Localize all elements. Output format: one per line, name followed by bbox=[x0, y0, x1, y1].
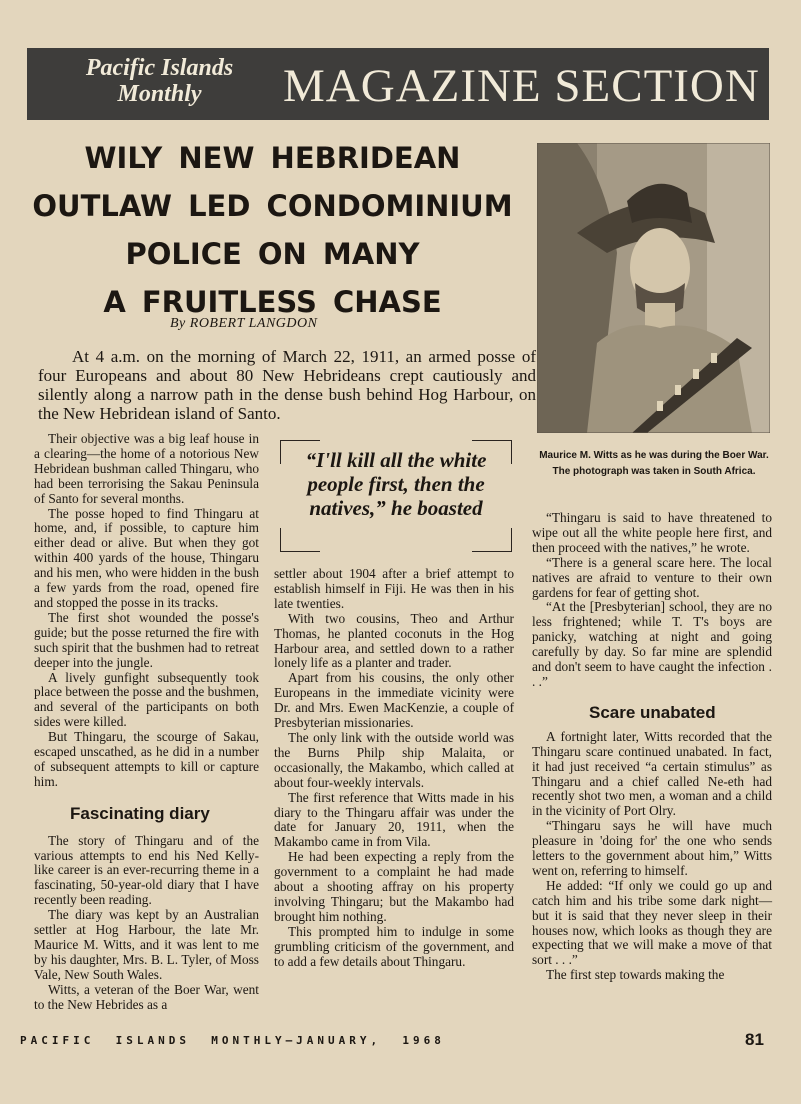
quote-rule-bottom-right bbox=[472, 551, 512, 552]
section-title: MAGAZINE SECTION bbox=[283, 60, 760, 112]
paragraph: “At the [Presbyterian] school, they are no less frightened; while T. T's boys are panicky, watching at night and going carefully by day. So far mine are splendid and don't seem to have caught the infection . . .” bbox=[532, 599, 772, 689]
paragraph: The only link with the outside world was the Burns Philp ship Malaita, or occasionally, the Makambo, which called at about four-weekly intervals. bbox=[274, 729, 514, 790]
running-footer: PACIFIC ISLANDS MONTHLY—JANUARY, 1968 bbox=[20, 1034, 445, 1047]
pull-quote-text: “I'll kill all the white people first, then the natives,” he boasted bbox=[305, 448, 487, 520]
paragraph: With two cousins, Theo and Arthur Thomas, he planted coconuts in the Hog Harbour area, and settled down to a rather lonely life as a planter and trader. bbox=[274, 610, 514, 671]
paragraph: Their objective was a big leaf house in a clearing—the home of a notorious New Hebridean bushman called Thingaru, who had been terrorising the Sakau Peninsula of Santo for several months. bbox=[34, 431, 259, 506]
quote-rule-bottom-left-v bbox=[280, 528, 281, 552]
headline-line1: WILY NEW HEBRIDEAN bbox=[84, 141, 461, 175]
paragraph: A lively gunfight subsequently took place between the posse and the bushmen, and several of the participants on both sides were killed. bbox=[34, 669, 259, 730]
paragraph: The first step towards making the bbox=[546, 967, 725, 983]
quote-rule-bottom-right-v bbox=[511, 528, 512, 552]
paragraph: The diary was kept by an Australian settler at Hog Harbour, the late Mr. Maurice M. Witts, and it was lent to me by his daughter, Mrs. B. L. Tyler, of Moss Vale, New South Wales. bbox=[34, 907, 259, 982]
pull-quote bbox=[280, 440, 512, 552]
lead-paragraph: At 4 a.m. on the morning of March 22, 1911, an armed posse of four Europeans and about 80 New Hebrideans crept cautiously and silently along a narrow path in the dense bush behind Hog Harbour, on the New Hebridean island of Santo. bbox=[38, 347, 536, 423]
paragraph: This prompted him to indulge in some grumbling criticism of the government, and to add a few details about Thingaru. bbox=[274, 923, 514, 969]
paragraph: “There is a general scare here. The local natives are afraid to venture to their own gardens for fear of getting shot. bbox=[532, 554, 772, 600]
page-number: 81 bbox=[745, 1030, 764, 1049]
headline-line2: OUTLAW LED CONDOMINIUM bbox=[32, 189, 513, 223]
quote-rule-bottom-left bbox=[280, 551, 320, 552]
portrait-photo bbox=[537, 143, 770, 433]
quote-rule-top-left bbox=[280, 440, 320, 441]
brand-line1: Pacific Islands bbox=[85, 55, 234, 81]
paragraph: He added: “If only we could go up and catch him and his tribe some dark night—but it is said that they never sleep in their houses now, which looks as though they are expecting that we will make a move of that sort . . .” bbox=[532, 877, 772, 968]
masthead-brand bbox=[62, 55, 257, 107]
paragraph: But Thingaru, the scourge of Sakau, escaped unscathed, as he did in a number of subsequent attempts to kill or capture him. bbox=[34, 729, 259, 789]
paragraph: Apart from his cousins, the only other Europeans in the immediate vicinity were Dr. and Mrs. Ewen MacKenzie, a couple of Presbyterian missionaries. bbox=[274, 670, 514, 731]
paragraph: settler about 1904 after a brief attempt to establish himself in Fiji. He was then in his late twenties. bbox=[274, 566, 514, 611]
article-column-1 bbox=[34, 432, 259, 1013]
paragraph: The first reference that Witts made in his diary to the Thingaru affair was under the date for January 20, 1911, when the Makambo came in from Vila. bbox=[274, 789, 514, 850]
paragraph: “Thingaru says he will have much pleasure in 'doing for' the one who sends letters to the government about him,” Witts went on, referring to himself. bbox=[532, 818, 772, 878]
paragraph: He had been expecting a reply from the government to a complaint he had made about a shooting affray on his property involving Thingaru; but the Makambo had brought him nothing. bbox=[274, 849, 514, 924]
subheading-fascinating-diary: Fascinating diary bbox=[70, 803, 210, 823]
paragraph: The first shot wounded the posse's guide; but the posse returned the fire with such spirit that the bushmen had to retreat deeper into the jungle. bbox=[34, 609, 259, 670]
paragraph: A fortnight later, Witts recorded that the Thingaru scare continued unabated. In fact, it had just received “a certain stimulus” as Thingaru and a chief called Ne-eth had recently shot two men, a woman and a child in the vicinity of Port Olry. bbox=[532, 728, 772, 819]
paragraph: The story of Thingaru and of the various attempts to end his Ned Kelly-like career is an ever-recurring theme in a fascinating, 50-year-old diary that I have recently been reading. bbox=[34, 832, 259, 908]
headline bbox=[20, 134, 525, 326]
headline-line4: A FRUITLESS CHASE bbox=[103, 285, 442, 319]
headline-line3: POLICE ON MANY bbox=[125, 237, 420, 271]
paragraph: “Thingaru is said to have threatened to wipe out all the white people here first, and then proceed with the natives,” he wrote. bbox=[532, 510, 772, 555]
photo-caption: Maurice M. Witts as he was during the Boer War. The photograph was taken in South Africa. bbox=[539, 450, 769, 477]
paragraph: Witts, a veteran of the Boer War, went to the New Hebrides as a bbox=[34, 981, 259, 1012]
article-column-3 bbox=[532, 511, 772, 983]
byline: By ROBERT LANGDON bbox=[170, 316, 318, 331]
brand-line2: Monthly bbox=[117, 81, 202, 107]
quote-rule-top-right bbox=[472, 440, 512, 441]
article-column-2 bbox=[274, 567, 514, 969]
subheading-scare-unabated: Scare unabated bbox=[589, 702, 716, 722]
paragraph: The posse hoped to find Thingaru at home, and, if possible, to capture him either dead or alive. But when they got within 400 yards of the house, Thingaru and his men, who were hidden in the bush a few yards from the road, opened fire and stopped the posse in its tracks. bbox=[34, 505, 259, 610]
